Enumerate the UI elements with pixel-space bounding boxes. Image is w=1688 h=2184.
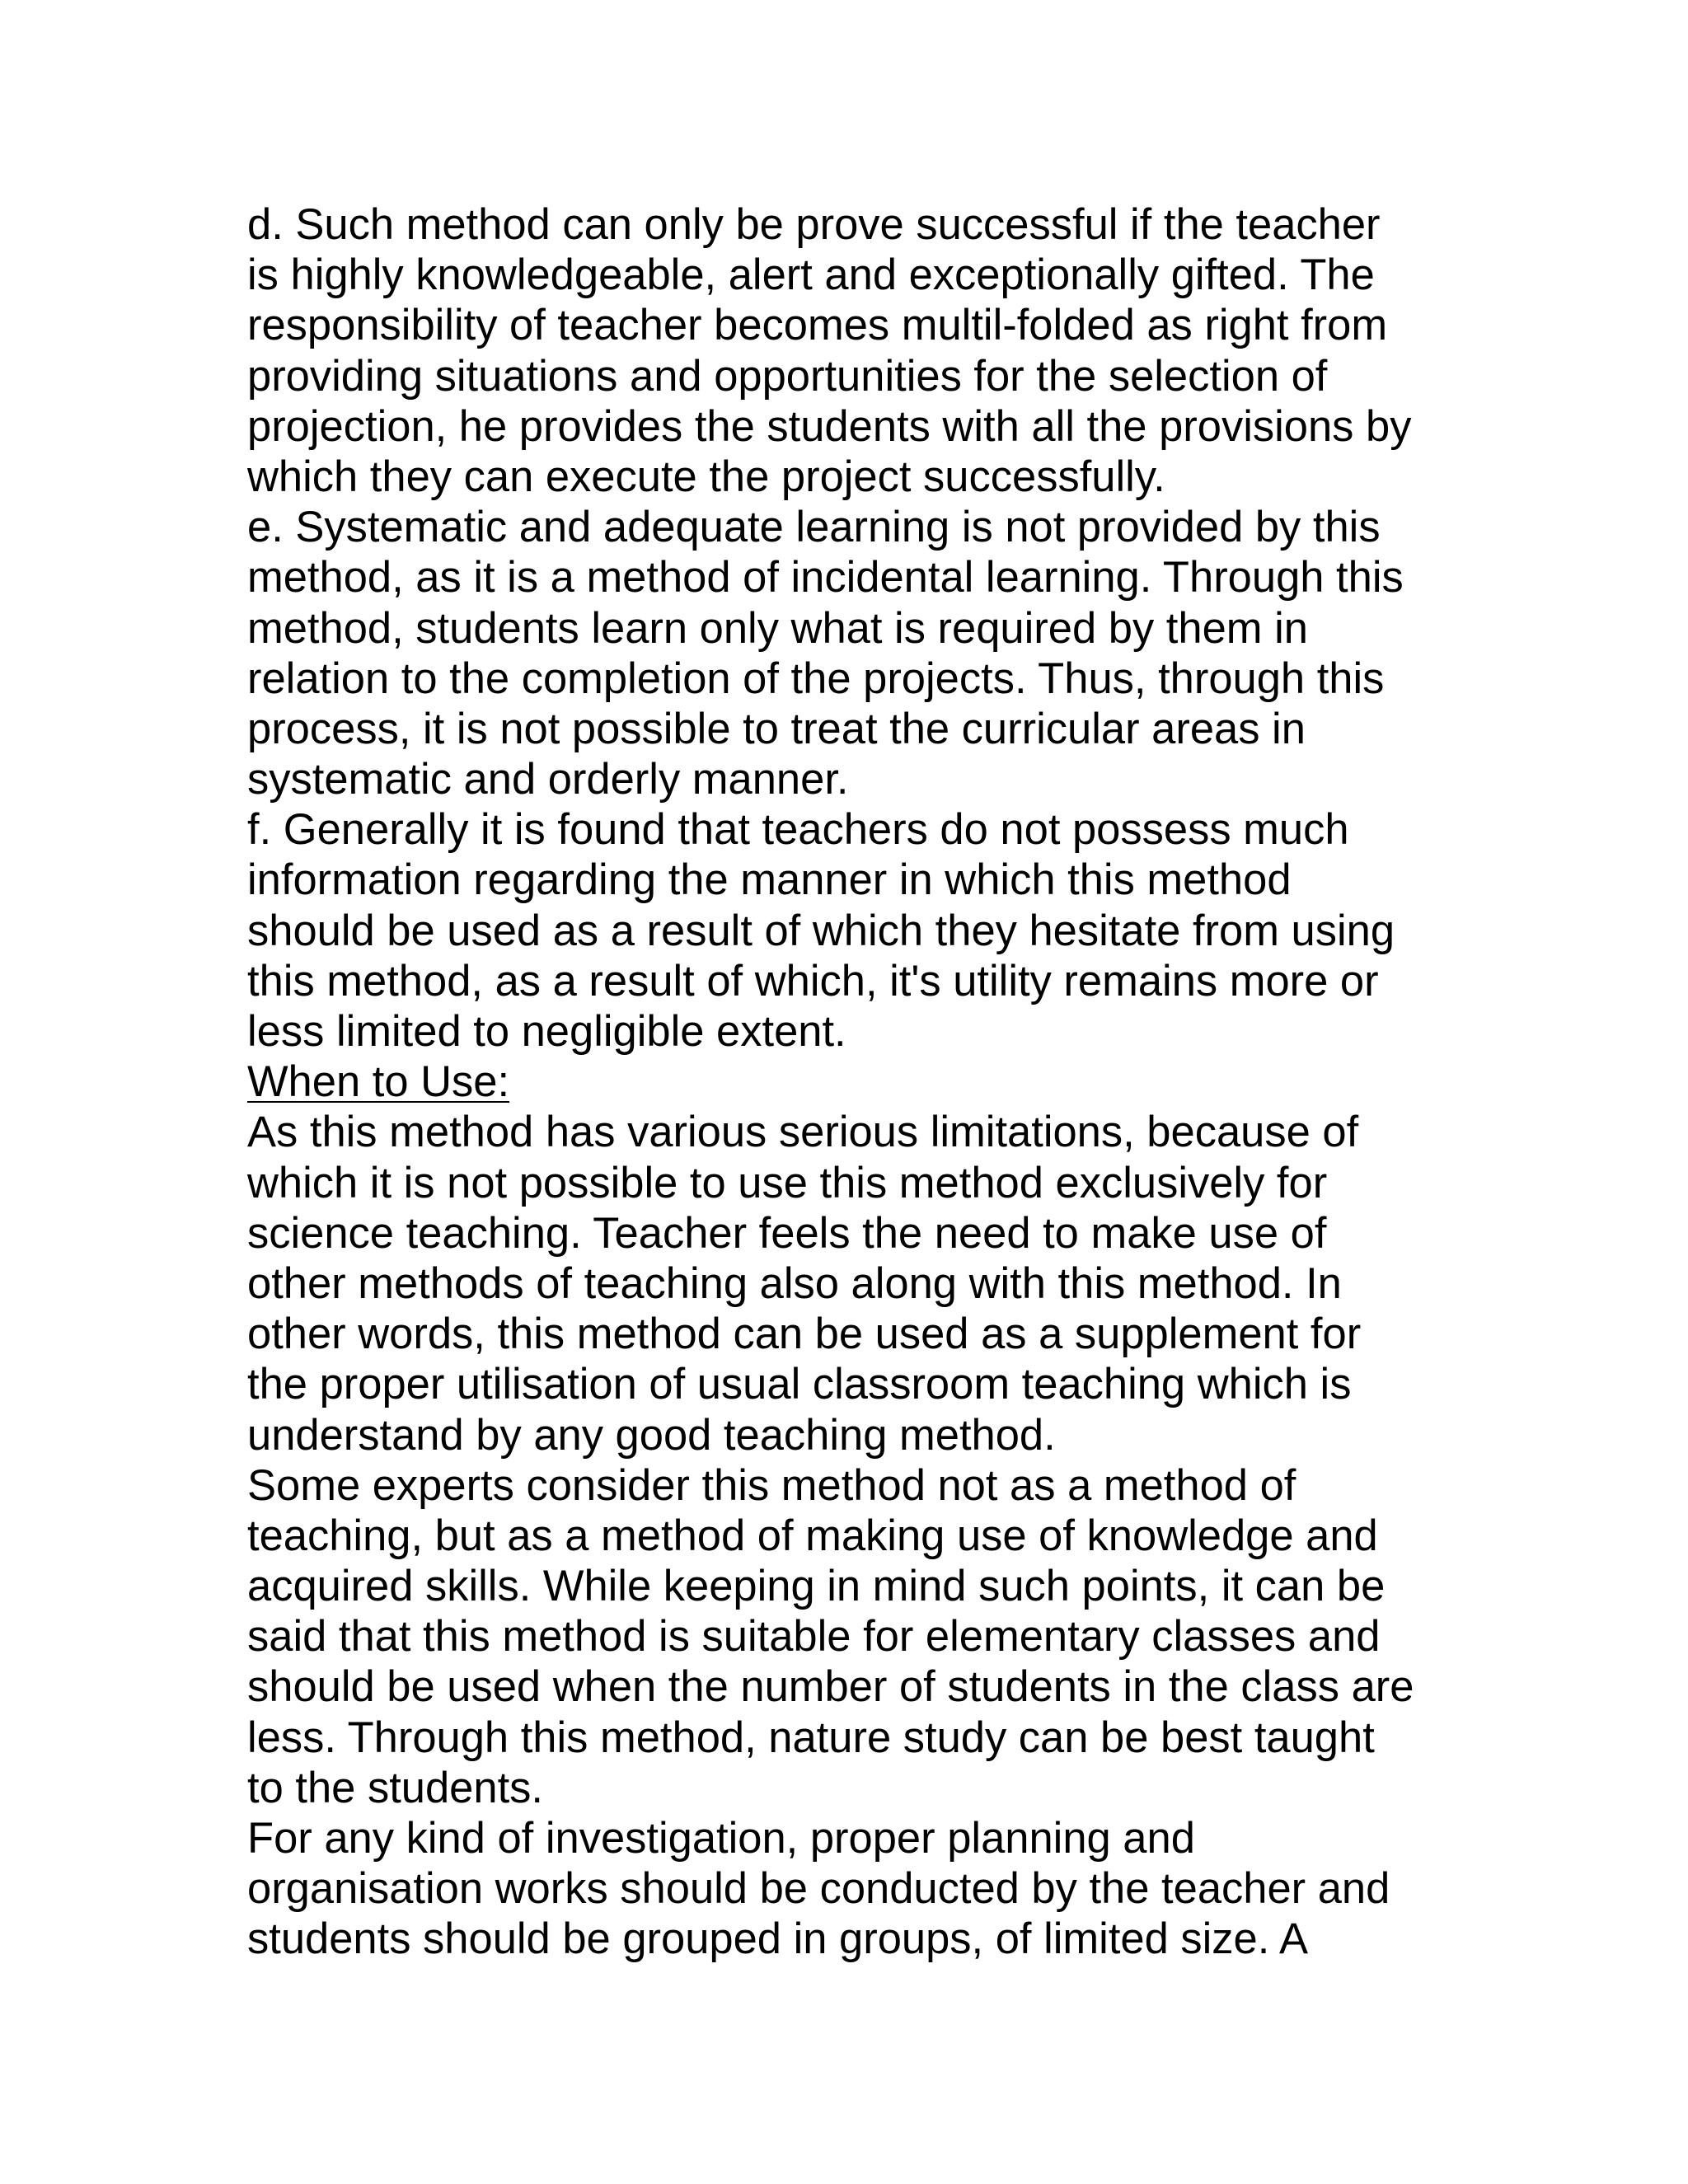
paragraph-item-d <box>247 199 1451 502</box>
text-line: projection, he provides the students with all the provisions by <box>247 401 1412 451</box>
text-line: other words, this method can be used as a supplement for <box>247 1310 1362 1359</box>
text-line: to the students. <box>247 1763 543 1812</box>
text-line: should be used as a result of which they hesitate from using <box>247 906 1395 955</box>
text-line: which they can execute the project successfully. <box>247 452 1165 501</box>
text-line: teaching, but as a method of making use of knowledge and <box>247 1511 1378 1560</box>
text-line: said that this method is suitable for elementary classes and <box>247 1612 1381 1661</box>
text-line: which it is not possible to use this method exclusively for <box>247 1158 1328 1207</box>
text-line: process, it is not possible to treat the curricular areas in <box>247 704 1306 753</box>
text-line: information regarding the manner in which this method <box>247 855 1292 905</box>
text-line: e. Systematic and adequate learning is not provided by this <box>247 503 1381 552</box>
text-line: For any kind of investigation, proper planning and <box>247 1814 1195 1863</box>
text-line: relation to the completion of the projects. Thus, through this <box>247 654 1385 703</box>
text-line: As this method has various serious limitations, because of <box>247 1108 1359 1157</box>
paragraph-experts <box>247 1460 1451 1813</box>
text-line: other methods of teaching also along with this method. In <box>247 1258 1342 1308</box>
text-line: understand by any good teaching method. <box>247 1410 1056 1460</box>
document-body <box>247 199 1451 1965</box>
section-heading-when-to-use <box>247 1057 1451 1107</box>
text-line: the proper utilisation of usual classroom teaching which is <box>247 1360 1352 1409</box>
text-line: providing situations and opportunities for the selection of <box>247 351 1328 401</box>
text-line: this method, as a result of which, it's utility remains more or <box>247 956 1379 1005</box>
paragraph-investigation <box>247 1813 1451 1965</box>
paragraph-item-e <box>247 502 1451 804</box>
text-line: method, as it is a method of incidental learning. Through this <box>247 553 1404 602</box>
paragraph-limitations <box>247 1107 1451 1460</box>
text-line: systematic and orderly manner. <box>247 755 849 804</box>
paragraph-item-f <box>247 804 1451 1057</box>
text-line: should be used when the number of students in the class are <box>247 1662 1414 1712</box>
section-heading-text: When to Use: <box>247 1057 510 1107</box>
text-line: less limited to negligible extent. <box>247 1007 846 1056</box>
text-line: science teaching. Teacher feels the need to make use of <box>247 1208 1327 1258</box>
text-line: organisation works should be conducted by the teacher and <box>247 1864 1390 1914</box>
text-line: d. Such method can only be prove successful if the teacher <box>247 200 1381 249</box>
text-line: is highly knowledgeable, alert and exceptionally gifted. The <box>247 251 1375 300</box>
text-line: acquired skills. While keeping in mind such points, it can be <box>247 1562 1386 1611</box>
text-line: responsibility of teacher becomes multil-folded as right from <box>247 301 1388 350</box>
text-line: method, students learn only what is required by them in <box>247 603 1308 653</box>
text-line: Some experts consider this method not as a method of <box>247 1460 1296 1510</box>
text-line: less. Through this method, nature study can be best taught <box>247 1713 1375 1762</box>
text-line: f. Generally it is found that teachers do not possess much <box>247 805 1349 855</box>
text-line: students should be grouped in groups, of limited size. A <box>247 1915 1309 1964</box>
